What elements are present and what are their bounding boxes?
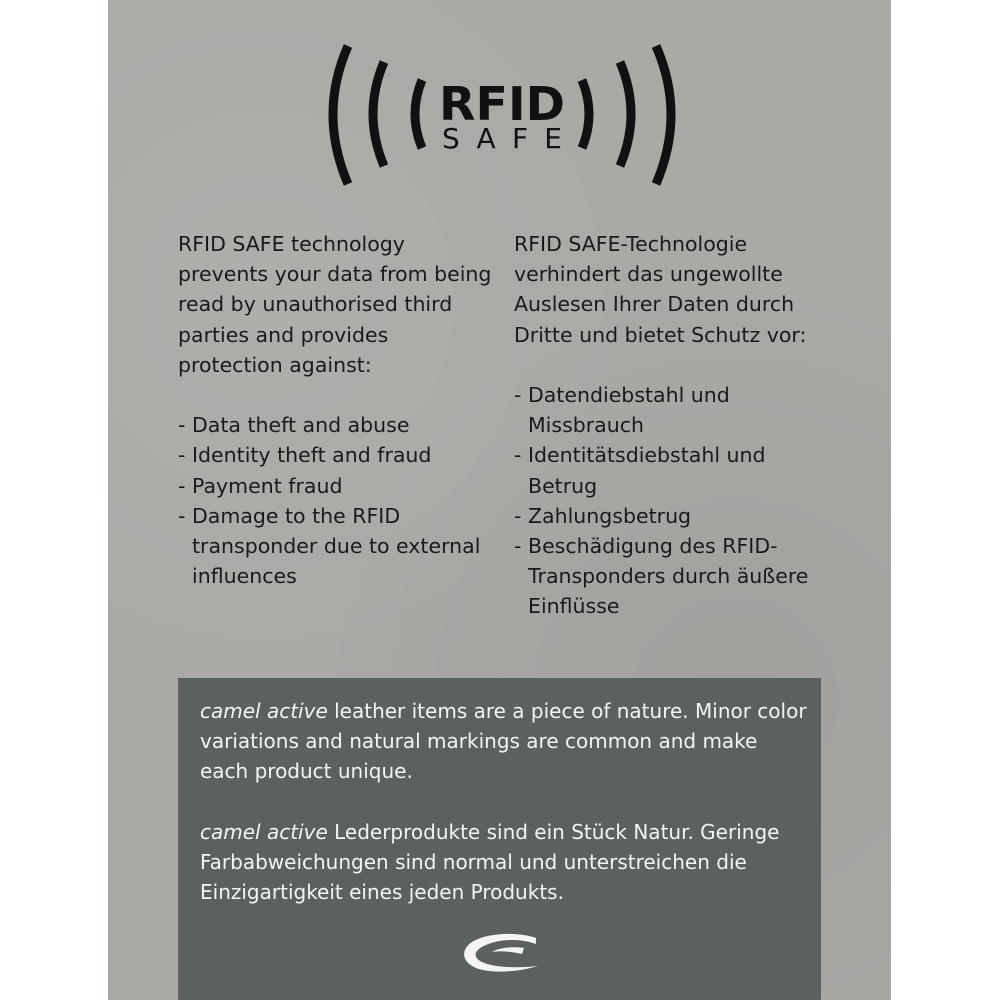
brand-name: camel active	[200, 819, 328, 844]
leather-notice-panel	[178, 678, 821, 1000]
rfid-info-card	[108, 0, 891, 1000]
list-item: - Beschädigung des RFID-Transponders durch äußere Einflüsse	[514, 534, 809, 619]
english-protection-list	[178, 410, 498, 591]
list-item: - Zahlungsbetrug	[514, 503, 692, 528]
list-item: - Datendiebstahl und Missbrauch	[514, 383, 730, 438]
german-protection-list	[514, 380, 814, 622]
german-column	[514, 229, 814, 622]
rfid-signal-waves-icon	[312, 38, 692, 190]
list-item: - Identity theft and fraud	[178, 443, 432, 468]
list-item: - Identitätsdiebstahl und Betrug	[514, 443, 766, 498]
camel-active-logo-icon	[458, 930, 542, 978]
list-item: - Payment fraud	[178, 473, 343, 498]
leather-notice-german: camel active Lederprodukte sind ein Stück Natur. Geringe Farbabweichungen sind normal und unterstreichen die Einzigartigkeit eines jeden Produkts.	[200, 819, 780, 905]
list-item: - Data theft and abuse	[178, 413, 410, 438]
logo-title: RFID	[439, 77, 565, 131]
rfid-safe-logo	[312, 38, 692, 190]
german-intro: RFID SAFE-Technologie verhindert das ungewollte Auslesen Ihrer Daten durch Dritte und bietet Schutz vor:	[514, 232, 807, 347]
leather-notice-english: camel active leather items are a piece of nature. Minor color variations and natural markings are common and make each product unique.	[200, 699, 807, 784]
english-column	[178, 229, 498, 591]
english-intro: RFID SAFE technology prevents your data from being read by unauthorised third parties and provides protection against:	[178, 232, 492, 377]
logo-subtitle: SAFE	[442, 122, 562, 155]
list-item: - Damage to the RFID transponder due to external influences	[178, 503, 481, 589]
brand-name: camel active	[200, 699, 328, 723]
